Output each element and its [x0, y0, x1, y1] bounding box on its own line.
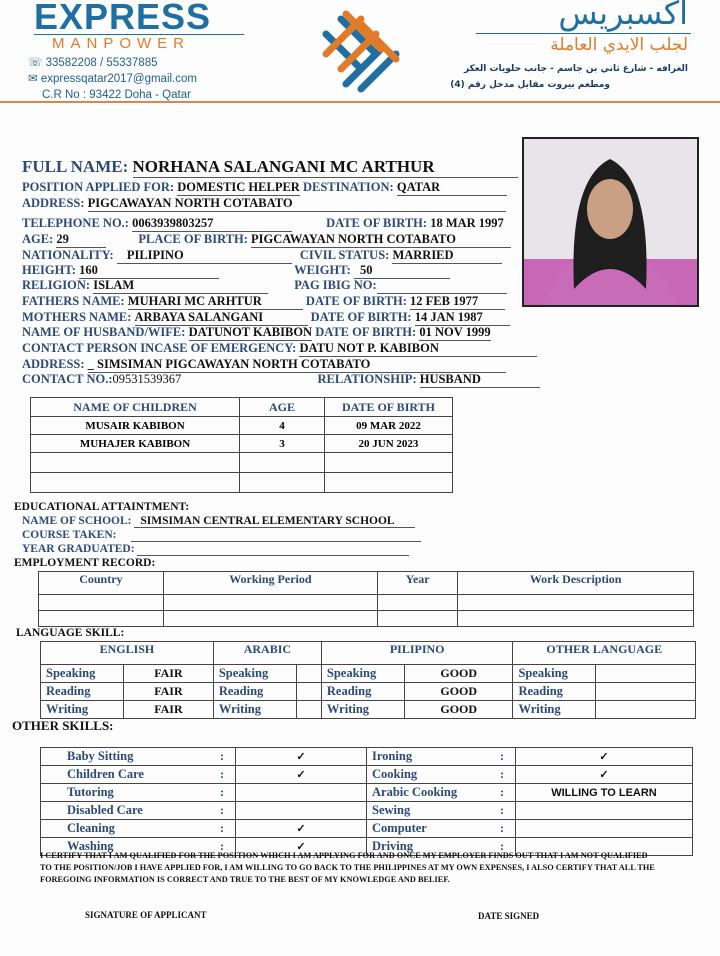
- school-name: SIMSIMAN CENTRAL ELEMENTARY SCHOOL: [134, 515, 415, 528]
- child-name: [31, 473, 240, 493]
- mother-name: ARBAYA SALANGANI: [135, 310, 308, 326]
- employment-cell: [163, 611, 377, 627]
- arabic-address: ومطعم بيروت مقابل مدخل رقم (4): [450, 80, 610, 90]
- skill-check: [236, 784, 367, 802]
- colon-separator: :: [495, 838, 516, 856]
- civil-status-label: CIVIL STATUS:: [299, 248, 390, 262]
- father-dob: 12 FEB 1977: [410, 294, 505, 310]
- destination-label: DESTINATION:: [302, 180, 394, 194]
- table-header: [41, 642, 696, 665]
- employment-cell: [163, 595, 377, 611]
- language-header: PILIPINO: [321, 642, 513, 665]
- child-age: [240, 473, 325, 493]
- column-header: Working Period: [163, 572, 377, 595]
- skill-level: [596, 683, 696, 701]
- colon-separator: :: [215, 802, 236, 820]
- table-row: [41, 701, 696, 719]
- skill-label: Speaking: [213, 665, 296, 683]
- spouse-name: DATUNOT KABIBON: [188, 325, 313, 339]
- skill-level: [296, 701, 321, 719]
- skill-check: ✓: [236, 748, 367, 766]
- weight: 50: [354, 263, 450, 279]
- colon-separator: :: [215, 784, 236, 802]
- age-label: AGE:: [22, 232, 54, 246]
- skill-level: [596, 701, 696, 719]
- skill-name: Children Care: [41, 766, 216, 784]
- pagibig-label: PAG IBIG NO:: [294, 278, 377, 292]
- language-header: OTHER LANGUAGE: [513, 642, 696, 665]
- telephone: 0063939803257: [132, 216, 292, 232]
- skill-label: Reading: [41, 683, 124, 701]
- year-label: YEAR GRADUATED:: [22, 543, 135, 555]
- colon-separator: :: [215, 820, 236, 838]
- logo-knot-icon: [316, 4, 406, 96]
- applicant-photo: [522, 137, 699, 307]
- spouse-label: NAME OF HUSBAND/WIFE:: [22, 325, 186, 339]
- skill-label: Writing: [321, 701, 404, 719]
- address-label: ADDRESS:: [22, 196, 85, 210]
- column-header: Work Description: [458, 572, 694, 595]
- language-header: ARABIC: [213, 642, 321, 665]
- certification-text: I CERTIFY THAT I AM QUALIFIED FOR THE POSITION WHICH I AM APPLYING FOR AND ONCE MY EMPLOYER FINDS OUT THAT I AM NOT QUALIFIED TO THE POSITION/JOB I HAVE APPLIED FOR, I AM WILLING TO GO BACK TO THE PHILIPPINES AT MY OWN EXPENSES, I ALSO CERTIFY THAT ALL THE FOREGOING INFORMATION IS CORRECT AND TRUE TO THE BEST OF MY KNOWLEDGE AND BELIEF.: [40, 851, 655, 884]
- pagibig-field: [377, 278, 507, 294]
- child-age: [240, 453, 325, 473]
- skill-level: FAIR: [124, 683, 214, 701]
- mother-dob-label: DATE OF BIRTH:: [310, 310, 412, 324]
- emergency-label: CONTACT PERSON INCASE OF EMERGENCY:: [22, 341, 297, 355]
- colon-separator: :: [495, 784, 516, 802]
- skill-label: Writing: [513, 701, 596, 719]
- skill-name: Driving: [367, 838, 496, 856]
- employment-cell: [39, 595, 164, 611]
- skill-level: [596, 665, 696, 683]
- dob-label: DATE OF BIRTH:: [326, 216, 428, 230]
- skill-level: FAIR: [124, 665, 214, 683]
- father-name: MUHARI MC ARHTUR: [128, 294, 303, 310]
- spouse-dob: 01 NOV 1999: [419, 325, 491, 339]
- signature-label: SIGNATURE OF APPLICANT: [85, 910, 207, 920]
- religion-label: RELIGION:: [22, 278, 91, 292]
- skill-name: Washing: [41, 838, 216, 856]
- full-name-label: FULL NAME:: [22, 157, 129, 176]
- table-row: [41, 784, 693, 802]
- child-age: 4: [240, 417, 325, 435]
- table-row: [41, 766, 693, 784]
- nationality-label: NATIONALITY:: [22, 248, 114, 262]
- height: 160: [79, 263, 219, 279]
- age: 29: [56, 232, 106, 248]
- table-row: [41, 665, 696, 683]
- father-label: FATHERS NAME:: [22, 294, 125, 308]
- skill-name: Arabic Cooking: [367, 784, 496, 802]
- date-signed-label: DATE SIGNED: [478, 911, 540, 921]
- weight-label: WEIGHT:: [294, 263, 351, 277]
- table-row: [31, 453, 453, 473]
- child-name: [31, 453, 240, 473]
- emergency-contact: DATU NOT P. KABIBON: [299, 341, 537, 357]
- religion: ISLAM: [93, 278, 268, 294]
- employment-title: EMPLOYMENT RECORD:: [14, 557, 156, 569]
- skill-name: Cooking: [367, 766, 496, 784]
- position: DOMESTIC HELPER: [177, 180, 300, 194]
- column-header: DATE OF BIRTH: [324, 398, 452, 417]
- child-dob: [324, 473, 452, 493]
- civil-status: MARRIED: [392, 248, 502, 264]
- header-rule: [0, 101, 720, 103]
- phone-icon: ☏: [28, 57, 46, 69]
- child-dob: 09 MAR 2022: [324, 417, 452, 435]
- colon-separator: :: [495, 766, 516, 784]
- mother-dob: 14 JAN 1987: [415, 310, 510, 326]
- employment-cell: [458, 595, 694, 611]
- emergency-address-label: ADDRESS:: [22, 357, 85, 371]
- colon-separator: :: [215, 766, 236, 784]
- place-of-birth: PIGCAWAYAN NORTH COTABATO: [251, 232, 511, 248]
- course-label: COURSE TAKEN:: [22, 529, 117, 541]
- skill-label: Speaking: [41, 665, 124, 683]
- employment-table: [38, 571, 694, 627]
- skill-label: Reading: [513, 683, 596, 701]
- arabic-subtitle: لجلب الايدي العاملة: [550, 35, 688, 55]
- year-field: [137, 543, 409, 556]
- skill-label: Writing: [41, 701, 124, 719]
- spouse-dob-label: DATE OF BIRTH:: [315, 325, 417, 339]
- table-row: [39, 595, 694, 611]
- education-title: EDUCATIONAL ATTAINTMENT:: [14, 501, 190, 513]
- skill-check: [236, 802, 367, 820]
- skill-label: Reading: [321, 683, 404, 701]
- skill-check: [516, 802, 693, 820]
- table-row: [41, 683, 696, 701]
- colon-separator: :: [495, 748, 516, 766]
- brand-subtitle: MANPOWER: [52, 35, 190, 52]
- skill-level: [296, 683, 321, 701]
- skill-label: Writing: [213, 701, 296, 719]
- language-header: ENGLISH: [41, 642, 214, 665]
- school-label: NAME OF SCHOOL:: [22, 515, 132, 527]
- skill-level: FAIR: [124, 701, 214, 719]
- skill-label: Speaking: [513, 665, 596, 683]
- employment-cell: [377, 611, 457, 627]
- skill-name: Cleaning: [41, 820, 216, 838]
- column-header: NAME OF CHILDREN: [31, 398, 240, 417]
- language-table: [40, 641, 696, 719]
- table-header: [31, 398, 453, 417]
- table-row: [31, 417, 453, 435]
- table-row: [41, 748, 693, 766]
- column-header: Year: [377, 572, 457, 595]
- father-dob-label: DATE OF BIRTH:: [305, 294, 407, 308]
- employment-cell: [377, 595, 457, 611]
- destination: QATAR: [397, 180, 507, 196]
- brand-logo: EXPRESS: [34, 0, 212, 37]
- phone: 33582208 / 55337885: [45, 57, 158, 69]
- children-table: [30, 397, 453, 493]
- table-row: [31, 473, 453, 493]
- emergency-address: _ SIMSIMAN PIGCAWAYAN NORTH COTABATO: [88, 357, 506, 373]
- relationship-label: RELATIONSHIP:: [317, 372, 417, 386]
- skill-check: ✓: [236, 820, 367, 838]
- skill-name: Baby Sitting: [41, 748, 216, 766]
- arabic-brand: اكسبريس: [558, 0, 688, 32]
- skill-check: WILLING TO LEARN: [516, 784, 693, 802]
- arabic-address: الغرافه - شارع ثاني بن جاسم - جانب حلويات العكر: [463, 64, 688, 74]
- child-name: MUHAJER KABIBON: [31, 435, 240, 453]
- pob-label: PLACE OF BIRTH:: [138, 232, 248, 246]
- employment-cell: [458, 611, 694, 627]
- skill-check: [516, 820, 693, 838]
- relationship: HUSBAND: [420, 372, 540, 388]
- child-dob: 20 JUN 2023: [324, 435, 452, 453]
- address: PIGCAWAYAN NORTH COTABATO: [88, 196, 506, 212]
- colon-separator: :: [495, 802, 516, 820]
- height-label: HEIGHT:: [22, 263, 76, 277]
- skill-name: Disabled Care: [41, 802, 216, 820]
- skills-title: OTHER SKILLS:: [12, 718, 114, 733]
- mother-label: MOTHERS NAME:: [22, 310, 132, 324]
- email: expressqatar2017@gmail.com: [40, 73, 197, 85]
- divider: [476, 33, 691, 34]
- full-name: NORHANA SALANGANI MC ARTHUR: [133, 157, 518, 178]
- table-header: [39, 572, 694, 595]
- nationality: PILIPINO: [117, 248, 292, 264]
- skill-check: ✓: [516, 766, 693, 784]
- skill-level: GOOD: [404, 665, 513, 683]
- language-title: LANGUAGE SKILL:: [16, 627, 125, 639]
- skill-label: Speaking: [321, 665, 404, 683]
- table-row: [41, 820, 693, 838]
- employment-cell: [39, 611, 164, 627]
- table-row: [39, 611, 694, 627]
- course-field: [131, 529, 421, 542]
- skills-table: [40, 747, 693, 856]
- skill-level: GOOD: [404, 701, 513, 719]
- skill-name: Tutoring: [41, 784, 216, 802]
- dob: 18 MAR 1997: [430, 216, 504, 230]
- colon-separator: :: [215, 838, 236, 856]
- skill-level: [296, 665, 321, 683]
- telephone-label: TELEPHONE NO.:: [22, 216, 129, 230]
- column-header: AGE: [240, 398, 325, 417]
- cr-number: C.R No : 93422 Doha - Qatar: [42, 89, 191, 101]
- contact-label: CONTACT NO.:: [22, 372, 113, 386]
- skill-check: ✓: [516, 748, 693, 766]
- colon-separator: :: [495, 820, 516, 838]
- colon-separator: :: [215, 748, 236, 766]
- skill-level: GOOD: [404, 683, 513, 701]
- contact-number: 09531539367: [112, 372, 182, 386]
- skill-check: ✓: [236, 838, 367, 856]
- table-row: [41, 802, 693, 820]
- skill-name: Ironing: [367, 748, 496, 766]
- child-dob: [324, 453, 452, 473]
- skill-label: Reading: [213, 683, 296, 701]
- email-icon: ✉: [28, 73, 41, 85]
- child-age: 3: [240, 435, 325, 453]
- skill-name: Sewing: [367, 802, 496, 820]
- skill-check: ✓: [236, 766, 367, 784]
- skill-name: Computer: [367, 820, 496, 838]
- child-name: MUSAIR KABIBON: [31, 417, 240, 435]
- position-label: POSITION APPLIED FOR:: [22, 180, 175, 194]
- table-row: [31, 435, 453, 453]
- column-header: Country: [39, 572, 164, 595]
